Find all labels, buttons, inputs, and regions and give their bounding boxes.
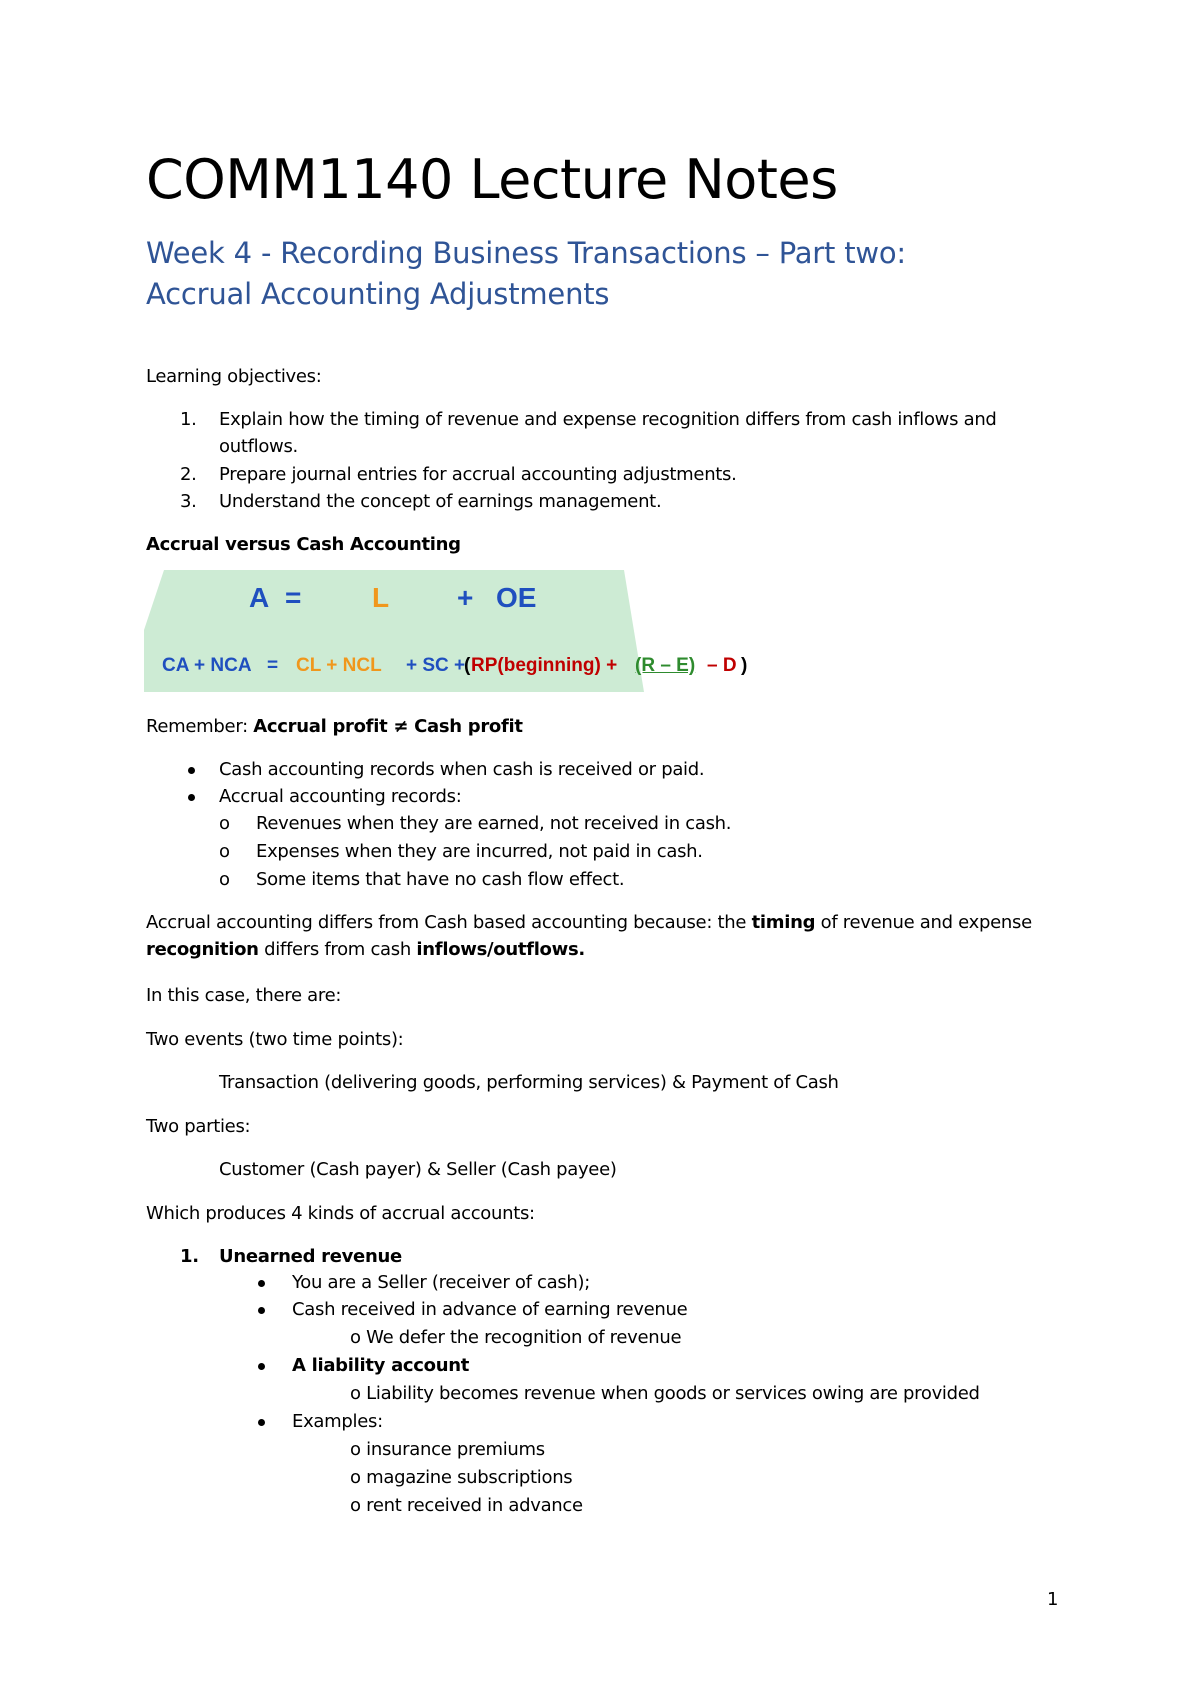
learning-objectives-heading: Learning objectives: bbox=[146, 366, 322, 387]
objective-text-continued: outflows. bbox=[219, 436, 298, 457]
bullet-item: Accrual accounting records: bbox=[219, 786, 462, 807]
account-title: Unearned revenue bbox=[219, 1246, 402, 1267]
example-item: o magazine subscriptions bbox=[350, 1467, 573, 1488]
bullet-item: Cash accounting records when cash is received or paid. bbox=[219, 759, 705, 780]
bullet-icon bbox=[258, 1419, 265, 1426]
sub-bullet-marker: o bbox=[219, 813, 231, 834]
liability-account-item: A liability account bbox=[292, 1355, 470, 1376]
defer-sub-item: o We defer the recognition of revenue bbox=[350, 1327, 682, 1348]
sub-bullet-marker: o bbox=[219, 869, 231, 890]
account-bullet-item: Cash received in advance of earning revenue bbox=[292, 1299, 688, 1320]
subtitle-line-1: Week 4 - Recording Business Transactions – Part two: bbox=[146, 236, 906, 270]
equation-ca-nca: CA + NCA bbox=[162, 655, 252, 676]
equation-paren-close: ) bbox=[741, 655, 748, 676]
subtitle-line-2: Accrual Accounting Adjustments bbox=[146, 277, 610, 311]
equation-liabilities: L bbox=[372, 582, 390, 613]
equation-paren-open: ( bbox=[464, 655, 471, 676]
equation-plus: + bbox=[457, 582, 474, 613]
objective-number: 1. bbox=[180, 409, 197, 430]
equation-cl-ncl: CL + NCL bbox=[296, 655, 382, 676]
objective-text: Explain how the timing of revenue and expense recognition differs from cash inflows and bbox=[219, 409, 997, 430]
objective-number: 3. bbox=[180, 491, 197, 512]
bullet-icon bbox=[258, 1307, 265, 1314]
equation-equals-2: = bbox=[267, 655, 279, 676]
remember-line bbox=[146, 716, 523, 737]
sub-bullet-item: Some items that have no cash flow effect. bbox=[256, 869, 625, 890]
paragraph-line-2 bbox=[146, 939, 585, 960]
bullet-icon bbox=[258, 1363, 265, 1370]
section-heading: Accrual versus Cash Accounting bbox=[146, 534, 461, 555]
equation-retained-profits: RP(beginning) + bbox=[471, 655, 618, 676]
objective-text: Prepare journal entries for accrual accounting adjustments. bbox=[219, 464, 737, 485]
paragraph-bold-flows: inflows/outflows. bbox=[416, 939, 585, 960]
examples-label: Examples: bbox=[292, 1411, 383, 1432]
account-number: 1. bbox=[180, 1246, 199, 1267]
equation-equals: = bbox=[285, 582, 302, 613]
paragraph-text: of revenue and expense bbox=[815, 912, 1032, 933]
example-item: o rent received in advance bbox=[350, 1495, 583, 1516]
paragraph-bold-recognition: recognition bbox=[146, 939, 259, 960]
sub-bullet-marker: o bbox=[219, 841, 231, 862]
account-bullet-item: You are a Seller (receiver of cash); bbox=[292, 1272, 591, 1293]
two-events-text: Two events (two time points): bbox=[146, 1029, 404, 1050]
page-number: 1 bbox=[1047, 1589, 1059, 1610]
sub-bullet-item: Revenues when they are earned, not received in cash. bbox=[256, 813, 732, 834]
which-produces-text: Which produces 4 kinds of accrual accounts: bbox=[146, 1203, 535, 1224]
paragraph-line-1 bbox=[146, 912, 1032, 933]
two-parties-text: Two parties: bbox=[146, 1116, 251, 1137]
page-title: COMM1140 Lecture Notes bbox=[146, 148, 838, 211]
paragraph-text: differs from cash bbox=[258, 939, 417, 960]
example-item: o insurance premiums bbox=[350, 1439, 545, 1460]
objective-number: 2. bbox=[180, 464, 197, 485]
equation-dividends: – D bbox=[707, 655, 737, 676]
paragraph-bold-timing: timing bbox=[751, 912, 816, 933]
parties-detail-text: Customer (Cash payer) & Seller (Cash payee) bbox=[219, 1159, 617, 1180]
objective-text: Understand the concept of earnings management. bbox=[219, 491, 662, 512]
bullet-icon bbox=[188, 794, 195, 801]
paragraph-text: Accrual accounting differs from Cash based accounting because: the bbox=[146, 912, 752, 933]
equation-share-capital: + SC + bbox=[406, 655, 466, 676]
remember-statement: Accrual profit ≠ Cash profit bbox=[253, 716, 523, 737]
equation-revenue-minus-expenses: (R – E) bbox=[635, 655, 696, 676]
bullet-icon bbox=[258, 1280, 265, 1287]
bullet-icon bbox=[188, 767, 195, 774]
remember-prefix: Remember: bbox=[146, 716, 254, 737]
in-this-case-text: In this case, there are: bbox=[146, 985, 342, 1006]
events-detail-text: Transaction (delivering goods, performing services) & Payment of Cash bbox=[219, 1072, 839, 1093]
equation-assets: A bbox=[249, 582, 270, 613]
sub-bullet-item: Expenses when they are incurred, not paid in cash. bbox=[256, 841, 703, 862]
equation-owners-equity: OE bbox=[496, 582, 537, 613]
liability-sub-item: o Liability becomes revenue when goods or services owing are provided bbox=[350, 1383, 980, 1404]
